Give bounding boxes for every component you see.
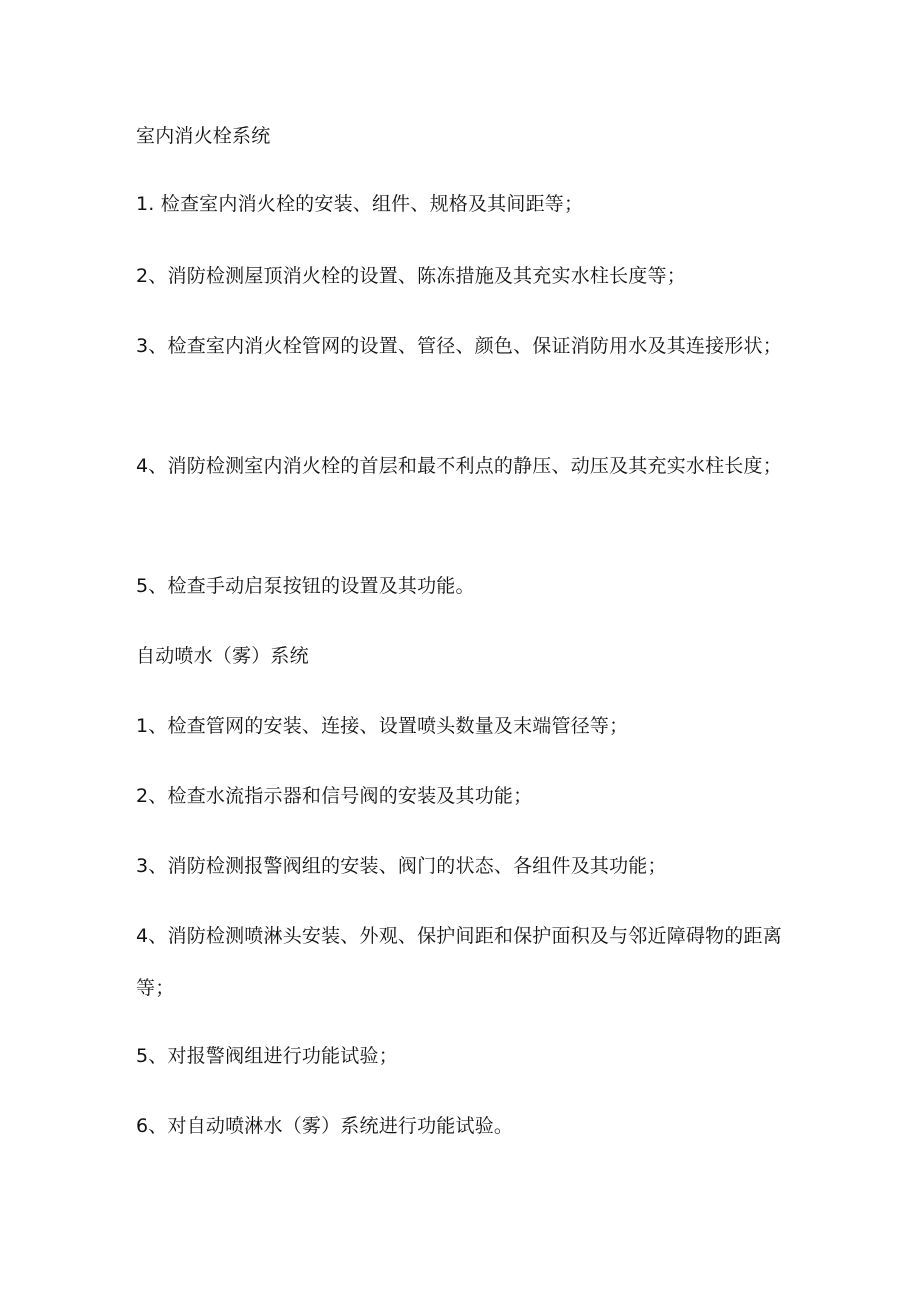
section-heading-indoor-hydrant: 室内消火栓系统 xyxy=(136,125,271,147)
list-item: 4、消防检测喷淋头安装、外观、保护间距和保护面积及与邻近障碍物的距离等； xyxy=(136,925,782,999)
list-item: 1、检查管网的安装、连接、设置喷头数量及末端管径等； xyxy=(136,715,629,737)
list-item: 3、检查室内消火栓管网的设置、管径、颜色、保证消防用水及其连接形状； xyxy=(136,335,782,357)
list-item: 3、消防检测报警阀组的安装、阀门的状态、各组件及其功能； xyxy=(136,855,667,877)
list-item: 2、检查水流指示器和信号阀的安装及其功能； xyxy=(136,785,533,807)
list-item: 2、消防检测屋顶消火栓的设置、陈冻措施及其充实水柱长度等； xyxy=(136,265,686,287)
list-item: 5、检查手动启泵按钮的设置及其功能。 xyxy=(136,575,475,597)
list-item: 5、对报警阀组进行功能试验； xyxy=(136,1045,398,1067)
list-item: 6、对自动喷淋水（雾）系统进行功能试验。 xyxy=(136,1115,514,1137)
section-heading-sprinkler: 自动喷水（雾）系统 xyxy=(136,645,309,667)
list-item: 1. 检查室内消火栓的安装、组件、规格及其间距等； xyxy=(136,193,584,215)
list-item: 4、消防检测室内消火栓的首层和最不利点的静压、动压及其充实水柱长度； xyxy=(136,455,782,477)
